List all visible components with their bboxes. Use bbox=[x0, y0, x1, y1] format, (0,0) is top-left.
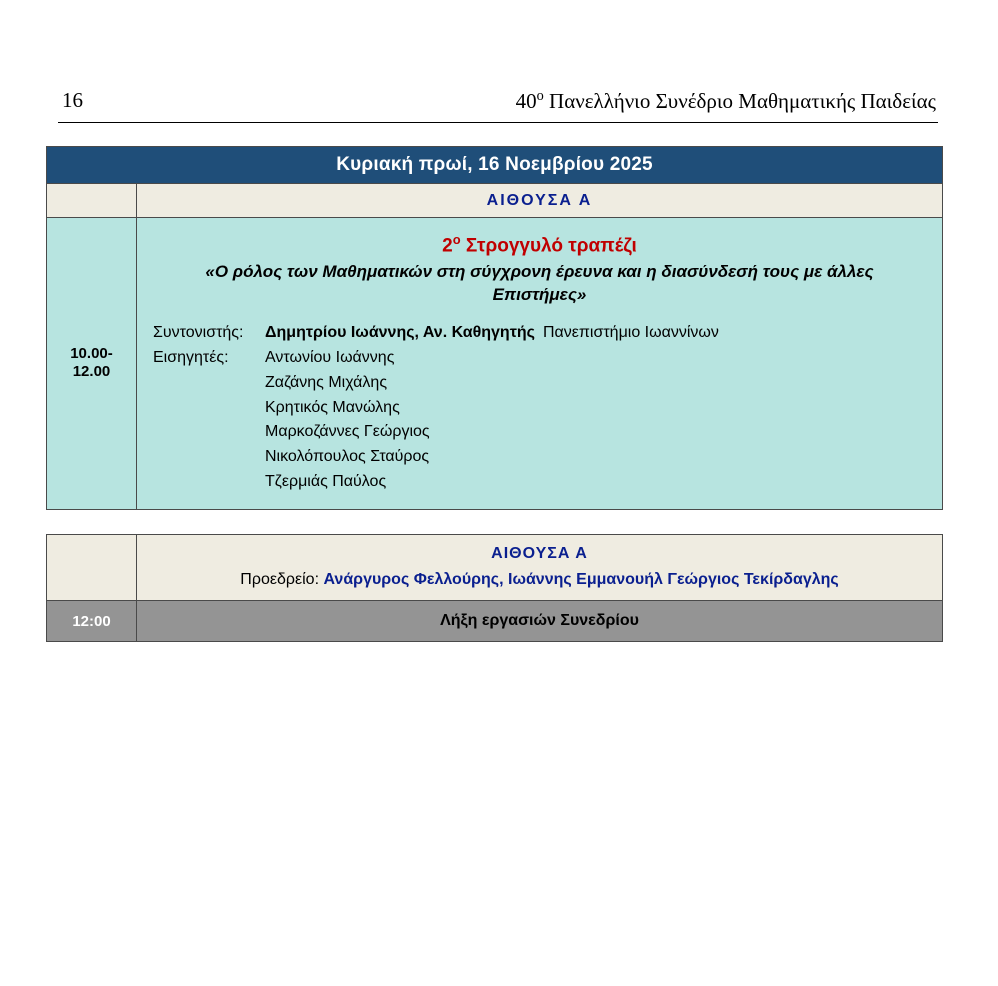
closing-chair-line bbox=[147, 568, 932, 591]
closing-chair-label: Προεδρείο: bbox=[240, 571, 320, 589]
closing-end-text: Λήξη εργασιών Συνεδρίου bbox=[137, 601, 943, 642]
coordinator-line bbox=[153, 321, 930, 346]
coordinator-name: Δημητρίου Ιωάννης, Αν. Καθηγητής bbox=[265, 324, 535, 342]
closing-chair-names: Ανάργυρος Φελλούρης, Ιωάννης Εμμανουήλ Γεώργιος Τεκίρδαγλης bbox=[323, 571, 839, 589]
coordinator-value bbox=[265, 321, 719, 346]
closing-end-row bbox=[47, 601, 943, 642]
speaker-name: Ζαζάνης Μιχάλης bbox=[265, 373, 388, 391]
closing-hall-label: ΑΙΘΟΥΣΑ Α bbox=[491, 545, 588, 562]
speaker-line bbox=[153, 470, 930, 495]
coordinator-affiliation: Πανεπιστήμιο Ιωαννίνων bbox=[542, 324, 719, 342]
speaker-name: Μαρκοζάννες Γεώργιος bbox=[265, 423, 430, 441]
speaker-line bbox=[153, 371, 930, 396]
speaker-name: Τζερμιάς Παύλος bbox=[265, 472, 387, 490]
roundtable-kind: Στρογγυλό τραπέζι bbox=[460, 235, 637, 257]
header-title-prefix: 40 bbox=[515, 89, 537, 113]
hall-row-spacer bbox=[47, 184, 137, 218]
roundtable-title bbox=[149, 232, 930, 257]
roundtable-number-superscript: ο bbox=[452, 232, 461, 247]
closing-chair-row bbox=[47, 535, 943, 601]
speaker-line bbox=[153, 346, 930, 371]
session-time-line-2: 12.00 bbox=[72, 363, 111, 381]
roundtable-subject: «Ο ρόλος των Μαθηματικών στη σύγχρονη έρευνα και η διασύνδεσή τους με άλλες Επιστήμες» bbox=[205, 262, 874, 305]
session-time bbox=[47, 218, 137, 510]
closing-chair-spacer bbox=[47, 535, 137, 601]
speaker-line bbox=[153, 445, 930, 470]
header-title-rest: Πανελλήνιο Συνέδριο Μαθηματικής Παιδείας bbox=[543, 89, 936, 113]
closing-table bbox=[46, 534, 943, 642]
session-time-line-1: 10.00- bbox=[70, 344, 113, 362]
closing-end-time: 12:00 bbox=[47, 601, 137, 642]
roundtable-number: 2 bbox=[442, 235, 453, 257]
coordinator-label: Συντονιστής: bbox=[153, 324, 244, 342]
day-title-cell: Κυριακή πρωί, 16 Νοεμβρίου 2025 bbox=[47, 147, 943, 184]
closing-chair-cell bbox=[137, 535, 943, 601]
page-number: 16 bbox=[62, 88, 83, 112]
people-block bbox=[149, 321, 930, 495]
day-title-row bbox=[47, 147, 943, 184]
header-title-superscript: ο bbox=[536, 88, 544, 104]
hall-label: ΑΙΘΟΥΣΑ Α bbox=[137, 184, 943, 218]
header-title bbox=[516, 88, 936, 114]
running-header bbox=[58, 88, 938, 123]
hall-row bbox=[47, 184, 943, 218]
speaker-name: Αντωνίου Ιωάννης bbox=[265, 349, 395, 366]
speaker-line bbox=[153, 420, 930, 445]
roundtable-row bbox=[47, 218, 943, 510]
speaker-line bbox=[153, 396, 930, 421]
speaker-name: Νικολόπουλος Σταύρος bbox=[265, 448, 430, 466]
session-table bbox=[46, 146, 943, 510]
roundtable-content bbox=[137, 218, 943, 510]
speaker-name: Κρητικός Μανώλης bbox=[265, 398, 400, 416]
speakers-label: Εισηγητές: bbox=[153, 349, 229, 366]
